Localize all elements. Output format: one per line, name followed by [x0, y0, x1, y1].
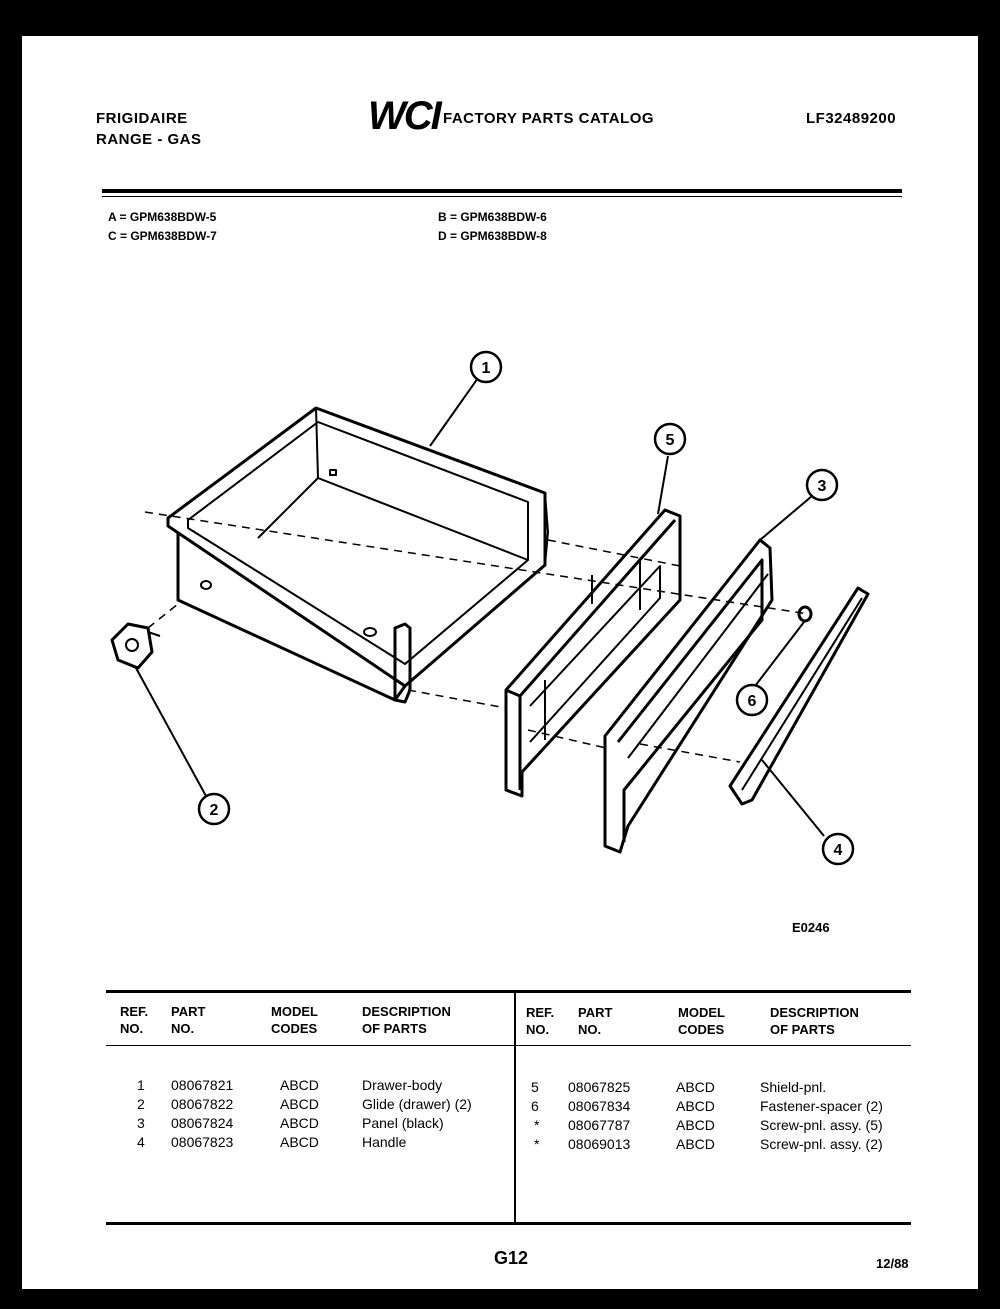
brand-name: FRIGIDAIRE [96, 110, 188, 127]
table-divider [514, 990, 516, 1225]
fastener-spacer-part [799, 607, 811, 621]
callout-6: 6 [747, 693, 757, 710]
revision-date: 12/88 [876, 1256, 909, 1271]
figure-code: E0246 [792, 920, 830, 935]
callout-1: 1 [481, 360, 491, 377]
model-b: B = GPM638BDW-6 [438, 210, 547, 224]
header-model-codes: MODEL CODES [271, 1004, 318, 1036]
callout-2: 2 [209, 802, 219, 819]
table-bottom-rule [106, 1222, 911, 1225]
header-model-codes-right: MODEL CODES [678, 1005, 725, 1037]
wci-logo: WCI [368, 94, 440, 138]
catalog-number: LF32489200 [806, 110, 897, 127]
model-d: D = GPM638BDW-8 [438, 229, 547, 243]
product-type: RANGE - GAS [96, 131, 202, 148]
header-description-right: DESCRIPTION OF PARTS [770, 1005, 859, 1037]
table-header-rule [106, 1045, 911, 1046]
catalog-title: FACTORY PARTS CATALOG [443, 110, 655, 127]
header-description: DESCRIPTION OF PARTS [362, 1004, 451, 1036]
glide-part [112, 624, 160, 668]
model-a: A = GPM638BDW-5 [108, 210, 217, 224]
table-top-rule [106, 990, 911, 993]
page-number: G12 [494, 1248, 529, 1268]
model-c: C = GPM638BDW-7 [108, 229, 217, 243]
header-part-no-right: PART NO. [578, 1005, 613, 1037]
callout-4: 4 [833, 842, 843, 859]
header-ref-no: REF. NO. [120, 1004, 149, 1036]
header-part-no: PART NO. [171, 1004, 206, 1036]
callout-3: 3 [817, 478, 827, 495]
drawer-body-part [168, 408, 548, 702]
header-ref-no-right: REF. NO. [526, 1005, 555, 1037]
callout-5: 5 [665, 432, 675, 449]
